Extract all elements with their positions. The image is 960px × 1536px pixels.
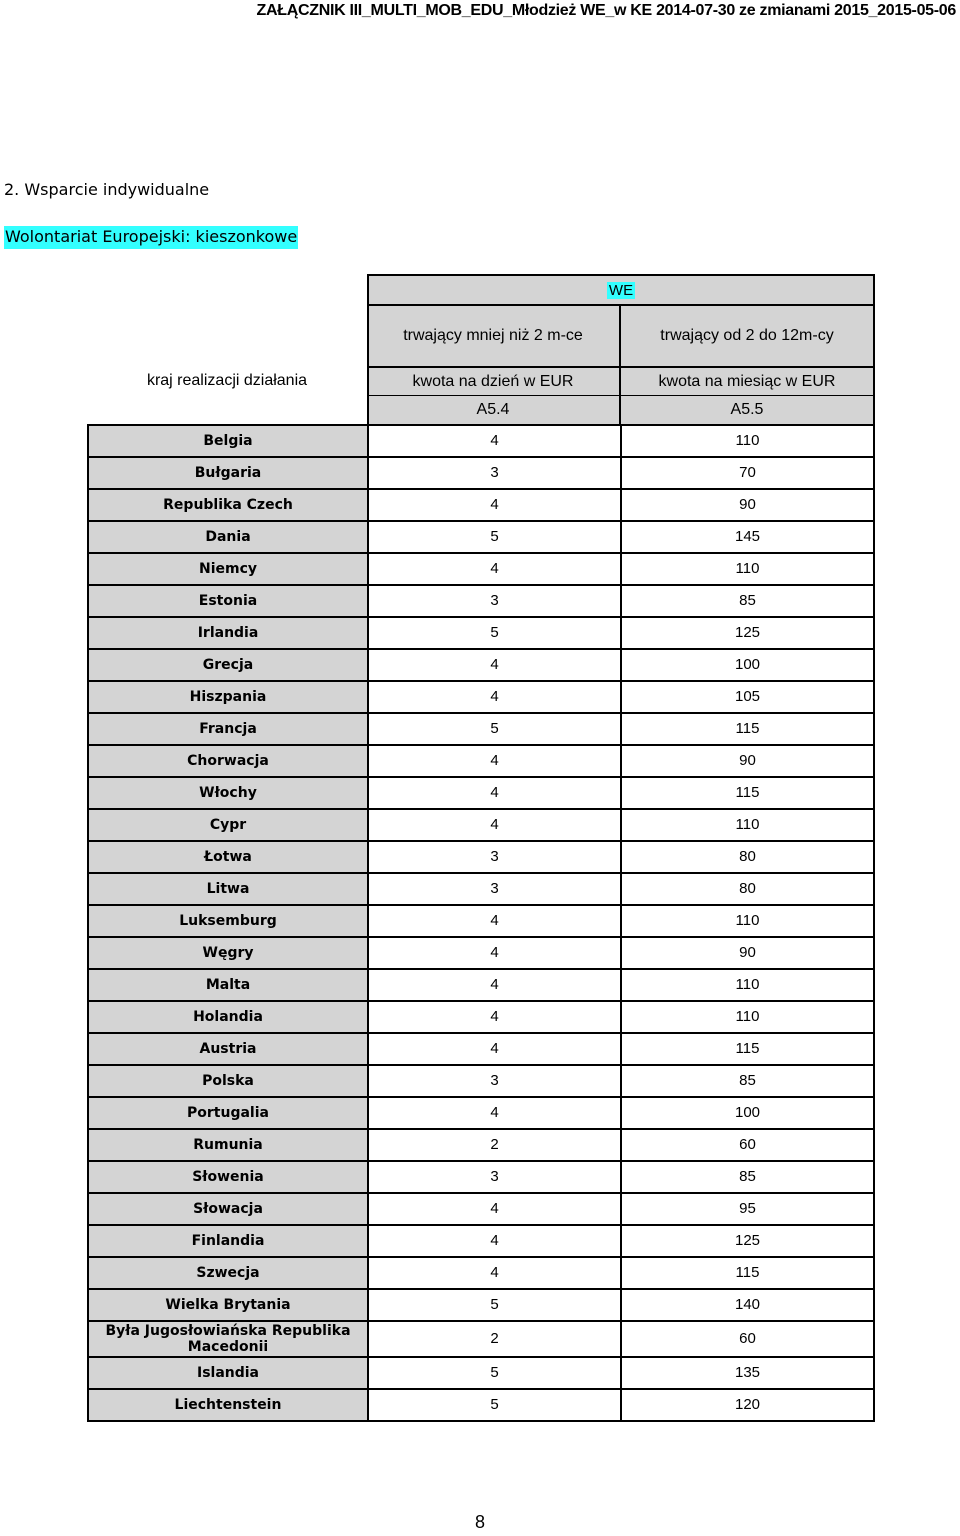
table-row: [88, 1097, 874, 1129]
month-amount-cell: 90: [621, 937, 874, 969]
month-amount-cell: 125: [621, 617, 874, 649]
country-cell: Słowacja: [88, 1193, 368, 1225]
table-row: [88, 489, 874, 521]
section-title: 2. Wsparcie indywidualne: [4, 180, 210, 199]
month-amount-cell: 60: [621, 1321, 874, 1357]
month-amount-cell: 115: [621, 777, 874, 809]
page-number: 8: [474, 1512, 485, 1532]
table-row: [88, 1193, 874, 1225]
country-cell: Węgry: [88, 937, 368, 969]
table-row: [88, 873, 874, 905]
day-amount-cell: 2: [368, 1321, 621, 1357]
month-amount-cell: 145: [621, 521, 874, 553]
month-amount-cell: 110: [621, 425, 874, 457]
day-amount-cell: 3: [368, 1161, 621, 1193]
month-amount-cell: 85: [621, 1065, 874, 1097]
country-cell: Belgia: [88, 425, 368, 457]
month-amount-cell: 140: [621, 1289, 874, 1321]
day-amount-cell: 3: [368, 457, 621, 489]
allowance-table: [87, 424, 875, 1422]
month-amount-cell: 125: [621, 1225, 874, 1257]
section-subtitle: Wolontariat Europejski: kieszonkowe: [4, 226, 298, 249]
table-row: [88, 1357, 874, 1389]
day-amount-cell: 5: [368, 1357, 621, 1389]
country-cell: Łotwa: [88, 841, 368, 873]
table-row: [88, 585, 874, 617]
table-row: [88, 969, 874, 1001]
month-amount-cell: 85: [621, 1161, 874, 1193]
day-amount-cell: 4: [368, 1257, 621, 1289]
document-reference: ZAŁĄCZNIK III_MULTI_MOB_EDU_Młodzież WE_w KE 2014-07-30 ze zmianami 2015_2015-05-06: [256, 2, 956, 19]
country-cell: Estonia: [88, 585, 368, 617]
table-row: [88, 905, 874, 937]
day-amount-cell: 4: [368, 553, 621, 585]
month-amount-cell: 110: [621, 1001, 874, 1033]
country-cell: Luksemburg: [88, 905, 368, 937]
month-amount-cell: 70: [621, 457, 874, 489]
table-row: [88, 1257, 874, 1289]
day-amount-cell: 4: [368, 649, 621, 681]
table-row: [88, 617, 874, 649]
col2-unit: kwota na miesiąc w EUR: [658, 372, 836, 390]
country-cell: Malta: [88, 969, 368, 1001]
month-amount-cell: 110: [621, 969, 874, 1001]
col2-duration: trwający od 2 do 12m-cy: [660, 327, 834, 344]
group-label: WE: [608, 281, 634, 299]
table-row: [88, 1389, 874, 1421]
day-amount-cell: 4: [368, 745, 621, 777]
day-amount-cell: 5: [368, 1289, 621, 1321]
country-cell: Hiszpania: [88, 681, 368, 713]
day-amount-cell: 3: [368, 1065, 621, 1097]
country-cell: Niemcy: [88, 553, 368, 585]
row-label-header: kraj realizacji działania: [146, 372, 308, 389]
month-amount-cell: 80: [621, 873, 874, 905]
table-row: [88, 713, 874, 745]
country-cell: Wielka Brytania: [88, 1289, 368, 1321]
month-amount-cell: 95: [621, 1193, 874, 1225]
day-amount-cell: 4: [368, 1033, 621, 1065]
country-cell: Austria: [88, 1033, 368, 1065]
day-amount-cell: 4: [368, 425, 621, 457]
table-row: [88, 1289, 874, 1321]
day-amount-cell: 4: [368, 1001, 621, 1033]
month-amount-cell: 90: [621, 745, 874, 777]
month-amount-cell: 110: [621, 809, 874, 841]
month-amount-cell: 105: [621, 681, 874, 713]
day-amount-cell: 4: [368, 969, 621, 1001]
day-amount-cell: 3: [368, 841, 621, 873]
table-row: [88, 457, 874, 489]
month-amount-cell: 60: [621, 1129, 874, 1161]
month-amount-cell: 90: [621, 489, 874, 521]
country-cell: Grecja: [88, 649, 368, 681]
day-amount-cell: 4: [368, 905, 621, 937]
day-amount-cell: 4: [368, 809, 621, 841]
table-row: [88, 809, 874, 841]
table-row: [88, 1033, 874, 1065]
country-cell: Republika Czech: [88, 489, 368, 521]
country-cell: Litwa: [88, 873, 368, 905]
day-amount-cell: 2: [368, 1129, 621, 1161]
month-amount-cell: 85: [621, 585, 874, 617]
month-amount-cell: 135: [621, 1357, 874, 1389]
table-row: [88, 681, 874, 713]
table-row: [88, 521, 874, 553]
month-amount-cell: 115: [621, 1257, 874, 1289]
group-header-cell: [367, 276, 875, 304]
country-cell: Francja: [88, 713, 368, 745]
col2-code: A5.5: [730, 401, 764, 418]
day-amount-cell: 4: [368, 777, 621, 809]
col1-duration: trwający mniej niż 2 m-ce: [403, 327, 583, 344]
country-cell: Liechtenstein: [88, 1389, 368, 1421]
month-amount-cell: 110: [621, 553, 874, 585]
day-amount-cell: 5: [368, 1389, 621, 1421]
day-amount-cell: 5: [368, 617, 621, 649]
month-amount-cell: 80: [621, 841, 874, 873]
day-amount-cell: 4: [368, 937, 621, 969]
table-row: [88, 1225, 874, 1257]
day-amount-cell: 4: [368, 489, 621, 521]
table-row: [88, 841, 874, 873]
table-row: [88, 777, 874, 809]
day-amount-cell: 4: [368, 1097, 621, 1129]
month-amount-cell: 100: [621, 1097, 874, 1129]
month-amount-cell: 115: [621, 713, 874, 745]
country-cell: Rumunia: [88, 1129, 368, 1161]
country-cell: Bułgaria: [88, 457, 368, 489]
table-row: [88, 745, 874, 777]
country-cell: Holandia: [88, 1001, 368, 1033]
month-amount-cell: 100: [621, 649, 874, 681]
table-row: [88, 553, 874, 585]
table-row: [88, 649, 874, 681]
day-amount-cell: 4: [368, 1225, 621, 1257]
country-cell: Włochy: [88, 777, 368, 809]
col1-unit: kwota na dzień w EUR: [412, 372, 574, 390]
month-amount-cell: 115: [621, 1033, 874, 1065]
day-amount-cell: 3: [368, 873, 621, 905]
table-row: [88, 1129, 874, 1161]
country-cell: Chorwacja: [88, 745, 368, 777]
table-row: [88, 937, 874, 969]
day-amount-cell: 4: [368, 1193, 621, 1225]
country-cell: Islandia: [88, 1357, 368, 1389]
table-row: [88, 425, 874, 457]
table-row: [88, 1321, 874, 1357]
day-amount-cell: 5: [368, 713, 621, 745]
country-cell: Cypr: [88, 809, 368, 841]
table-body: [88, 425, 874, 1421]
country-cell: Słowenia: [88, 1161, 368, 1193]
country-cell: Polska: [88, 1065, 368, 1097]
country-cell: Dania: [88, 521, 368, 553]
country-cell: Portugalia: [88, 1097, 368, 1129]
day-amount-cell: 5: [368, 521, 621, 553]
month-amount-cell: 110: [621, 905, 874, 937]
col1-code: A5.4: [476, 401, 510, 418]
country-cell: Szwecja: [88, 1257, 368, 1289]
table-row: [88, 1065, 874, 1097]
table-row: [88, 1001, 874, 1033]
table-row: [88, 1161, 874, 1193]
day-amount-cell: 3: [368, 585, 621, 617]
country-cell: Była Jugosłowiańska Republika Macedonii: [88, 1321, 368, 1357]
month-amount-cell: 120: [621, 1389, 874, 1421]
day-amount-cell: 4: [368, 681, 621, 713]
country-cell: Irlandia: [88, 617, 368, 649]
country-cell: Finlandia: [88, 1225, 368, 1257]
